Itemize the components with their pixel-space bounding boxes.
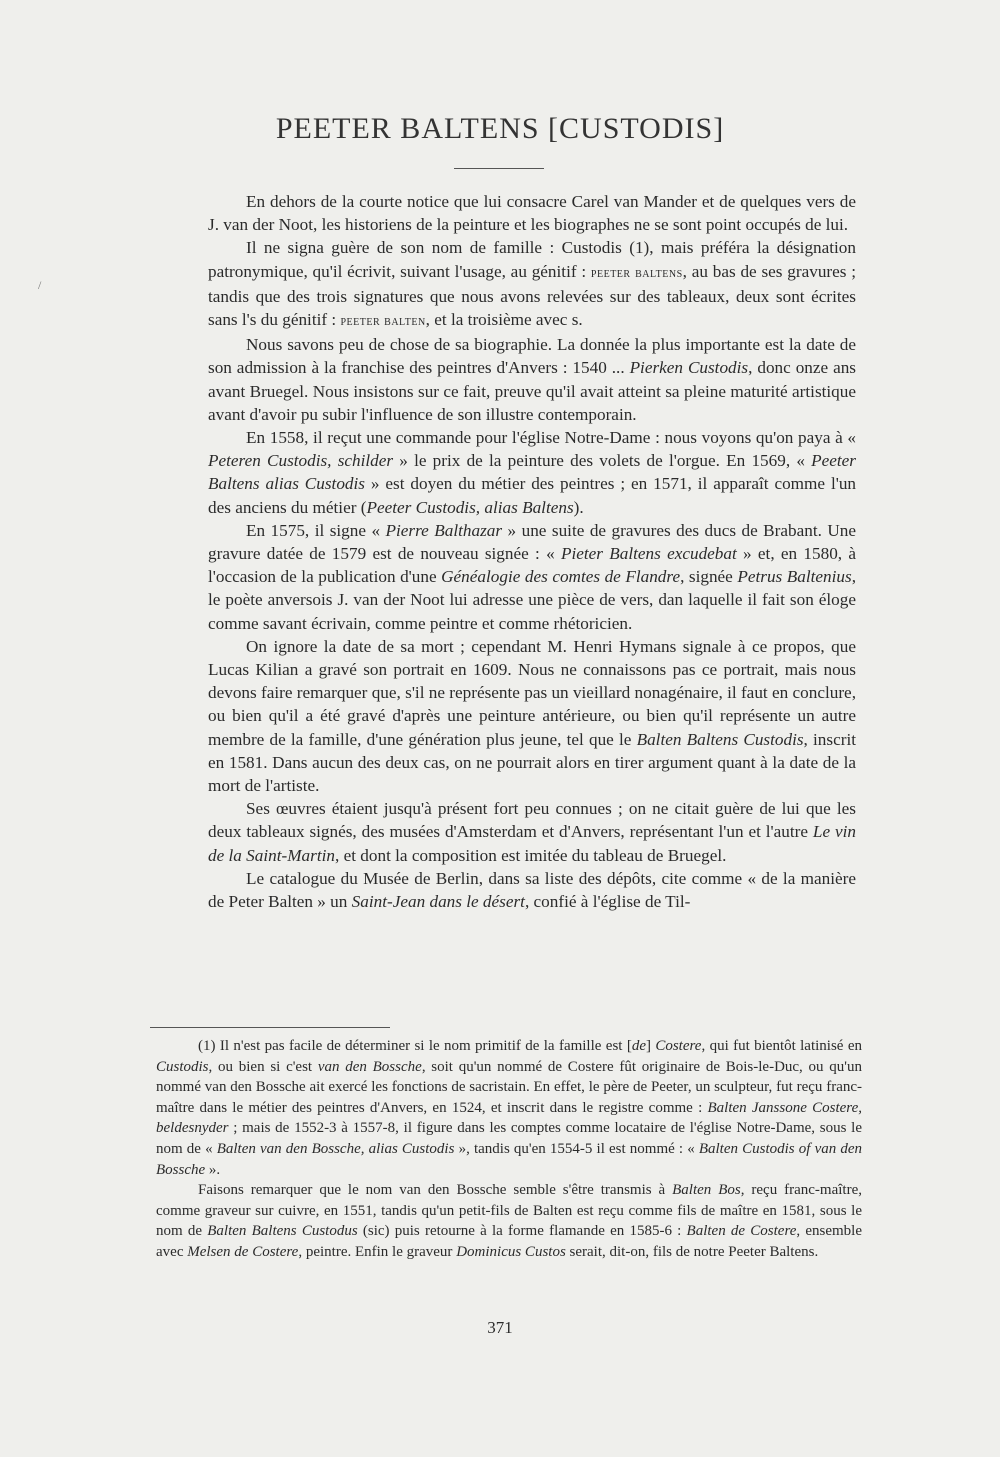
footnote: Faisons remarquer que le nom van den Bossche semble s'être transmis à Balten Bos, reçu franc-maître, comme graveur sur cuivre, en 1551, tandis qu'un petit-fils de Balten est reçu comme fils de maître en 1581, sous le nom de Balten Baltens Custodus (sic) puis retourne à la forme flamande en 1585-6 : Balten de Costere, ensemble avec Melsen de Costere, peintre. Enfin le graveur Dominicus Custos serait, dit-on, fils de notre Peeter Baltens. <box>156 1182 862 1260</box>
paragraph: En 1575, il signe « Pierre Balthazar » une suite de gravures des ducs de Brabant. Une gravure datée de 1579 est de nouveau signée : « Pieter Baltens excudebat » et, en 1580, à l'occasion de la publication d'une Généalogie des comtes de Flandre, signée Petrus Baltenius, le poète anversois J. van der Noot lui adresse une pièce de vers, dan laquelle il fait son éloge comme savant écrivain, comme peintre et comme rhétoricien. <box>208 520 856 633</box>
margin-mark: / <box>38 278 42 292</box>
paragraph: Ses œuvres étaient jusqu'à présent fort peu connues ; on ne citait guère de lui que les deux tableaux signés, des musées d'Amsterdam et d'Anvers, représentant l'un et l'autre Le vin de la Saint-Martin, et dont la composition est imitée du tableau de Bruegel. <box>208 799 857 865</box>
footnote-divider <box>150 1027 390 1028</box>
body-text <box>208 190 856 913</box>
paragraph: Il ne signa guère de son nom de famille : Custodis (1), mais préféra la désignation patronymique, qu'il écrivit, suivant l'usage, au génitif : peeter baltens, au bas de ses gravures ; tandis que des trois signatures que nous avons relevées sur des tableaux, deux sont écrites sans l's du génitif : peeter balten, et la troisième avec s. <box>208 238 857 330</box>
page-title: PEETER BALTENS [CUSTODIS] <box>275 112 725 145</box>
paragraph: En dehors de la courte notice que lui consacre Carel van Mander et de quelques vers de J. van der Noot, les historiens de la peinture et les biographes ne se sont point occupés de lui. <box>208 192 856 235</box>
paragraph: Nous savons peu de chose de sa biographie. La donnée la plus importante est la date de son admission à la franchise des peintres d'Anvers : 1540 ... Pierken Custodis, donc onze ans avant Bruegel. Nous insistons sur ce fait, preuve qu'il avait atteint sa pleine maturité artistique avant d'avoir pu subir l'influence de son illustre contemporain. <box>208 335 856 424</box>
title-divider <box>454 168 544 169</box>
paragraph: On ignore la date de sa mort ; cependant M. Henri Hymans signale à ce propos, que Lucas Kilian a gravé son portrait en 1609. Nous ne connaissons pas ce portrait, mais nous devons faire remarquer que, s'il ne représente pas un vieillard nonagénaire, il faut en conclure, ou bien qu'il a été gravé d'après une peinture antérieure, ou bien qu'il représente un autre membre de la famille, d'une génération plus jeune, tel que le Balten Baltens Custodis, inscrit en 1581. Dans aucun des deux cas, on ne pourrait alors en tirer argument quant à la date de la mort de l'artiste. <box>208 636 856 796</box>
page-number: 371 <box>487 1318 513 1337</box>
footnote: (1) Il n'est pas facile de déterminer si le nom primitif de la famille est [de] Costere, qui fut bientôt latinisé en Custodis, ou bien si c'est van den Bossche, soit qu'un nommé de Costere fût originaire de Bois-le-Duc, ou qu'un nommé van den Bossche ait exercé les fonctions de sacristain. En effet, le père de Peeter, un sculpteur, fut reçu franc-maître dans le métier des peintres d'Anvers, en 1524, et inscrit dans le registre comme : Balten Janssone Costere, beldesnyder ; mais de 1552-3 à 1557-8, il figure dans les comptes comme locataire de l'église Notre-Dame, sous le nom de « Balten van den Bossche, alias Custodis », tandis qu'en 1554-5 il est nommé : « Balten Custodis of van den Bossche ». <box>156 1038 863 1178</box>
paragraph: Le catalogue du Musée de Berlin, dans sa liste des dépôts, cite comme « de la manière de Peter Balten » un Saint-Jean dans le désert, confié à l'église de Til- <box>208 868 856 912</box>
footnotes <box>156 1036 862 1263</box>
paragraph: En 1558, il reçut une commande pour l'église Notre-Dame : nous voyons qu'on paya à « Peteren Custodis, schilder » le prix de la peinture des volets de l'orgue. En 1569, « Peeter Baltens alias Custodis » est doyen du métier des peintres ; en 1571, il apparaît comme l'un des anciens du métier (Peeter Custodis, alias Baltens). <box>208 428 857 517</box>
